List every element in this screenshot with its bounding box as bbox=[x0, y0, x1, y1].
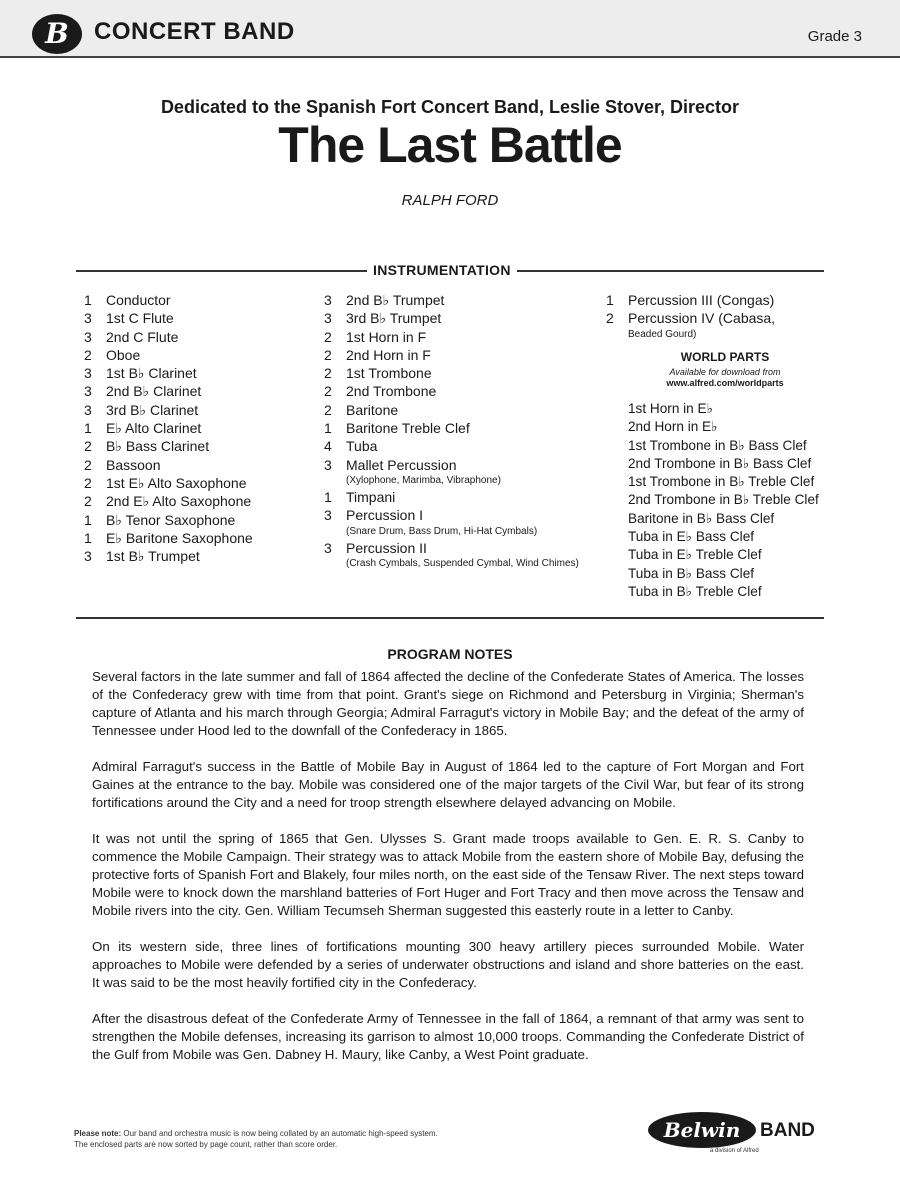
belwin-script-logo: Belwin bbox=[648, 1112, 756, 1148]
instrument-name: Tuba bbox=[346, 438, 378, 455]
grade-label: Grade 3 bbox=[807, 28, 862, 45]
program-notes-heading: PROGRAM NOTES bbox=[387, 646, 513, 662]
instrument-item bbox=[324, 309, 579, 327]
program-notes-paragraph: It was not until the spring of 1865 that Gen. Ulysses S. Grant made troops available to Gen. E. R. S. Canby to commence the Mobile Campaign. Their strategy was to attack Mobile from the eastern shore of Mobile Bay, defusing the protective forts of Spanish Fort and Blakely, four miles north, on the east side of the Tensaw River. The next steps toward Mobile were to knock down the marshland batteries of Fort Huger and Fort Tracy and then move across the Tensaw and Mobile rivers into the city. Gen. William Tecumseh Sherman suggested this easterly route in a letter to Canby. bbox=[92, 831, 804, 918]
instrument-quantity: 4 bbox=[324, 438, 332, 455]
instrument-name: 2nd Trombone bbox=[346, 383, 437, 400]
instrument-item bbox=[84, 401, 253, 419]
program-notes-paragraph: Several factors in the late summer and fall of 1864 affected the decline of the Confederate States of America. The losses of the Confederacy grew with time from that point. Grant's siege on Richmond and Petersburg in Virginia; Sherman's capture of Atlanta and his march through Georgia; Admiral Farragut's victory in Mobile Bay; and the defeat of the army of Tennessee under Hood led to the downfall of the Confederacy in 1865. bbox=[92, 669, 804, 738]
instrument-quantity: 3 bbox=[324, 456, 332, 473]
instrument-item bbox=[84, 437, 253, 455]
instrument-name: Mallet Percussion bbox=[346, 456, 457, 473]
instrument-note: (Crash Cymbals, Suspended Cymbal, Wind Chimes) bbox=[346, 557, 579, 569]
instrument-row bbox=[84, 511, 253, 529]
instrument-item bbox=[324, 488, 579, 506]
world-part-item: 1st Trombone in B♭ Bass Clef bbox=[628, 437, 807, 453]
instrument-row bbox=[606, 309, 775, 327]
instrument-item bbox=[606, 309, 775, 341]
instrument-row bbox=[84, 401, 253, 419]
instrument-row bbox=[84, 419, 253, 437]
world-parts-availability: Available for download from bbox=[669, 367, 781, 377]
program-notes-paragraph: After the disastrous defeat of the Confederate Army of Tennessee in the fall of 1864, a remnant of that army was sent to strengthen the Mobile defenses, increasing its garrison to almost 10,000 troops. Commanding the Confederate District of the Gulf from Mobile was Gen. Dabney H. Maury, like Canby, a West Point graduate. bbox=[92, 1011, 804, 1062]
instrument-quantity: 2 bbox=[84, 346, 92, 363]
world-part-item: Tuba in E♭ Treble Clef bbox=[628, 547, 762, 563]
instrument-item bbox=[84, 328, 253, 346]
instrument-row bbox=[324, 382, 579, 400]
composer-name: RALPH FORD bbox=[401, 192, 499, 209]
instrument-item bbox=[606, 291, 775, 309]
instrument-name: B♭ Tenor Saxophone bbox=[106, 511, 236, 528]
instrument-quantity: 3 bbox=[84, 328, 92, 345]
instrument-row bbox=[606, 291, 775, 309]
instrument-item bbox=[324, 291, 579, 309]
instrument-item bbox=[84, 419, 253, 437]
instrument-name: 3rd B♭ Clarinet bbox=[106, 401, 199, 418]
world-part-item: 2nd Trombone in B♭ Treble Clef bbox=[628, 492, 819, 508]
instrument-item bbox=[324, 437, 579, 455]
world-part-item: 1st Trombone in B♭ Treble Clef bbox=[628, 474, 815, 490]
instrument-name: E♭ Baritone Saxophone bbox=[106, 529, 253, 546]
instrument-quantity: 2 bbox=[606, 310, 614, 327]
instrument-name: 1st E♭ Alto Saxophone bbox=[106, 474, 247, 491]
world-part-item: Tuba in B♭ Treble Clef bbox=[628, 583, 762, 599]
instrument-item bbox=[324, 346, 579, 364]
instrument-column-3 bbox=[606, 291, 775, 342]
world-part-item: Tuba in E♭ Bass Clef bbox=[628, 529, 755, 545]
world-part-item: 2nd Trombone in B♭ Bass Clef bbox=[628, 455, 812, 471]
instrument-row bbox=[324, 346, 579, 364]
instrument-item bbox=[84, 346, 253, 364]
instrument-quantity: 3 bbox=[84, 365, 92, 382]
instrument-item bbox=[324, 382, 579, 400]
footer-note-line2: The enclosed parts are now sorted by page count, rather than score order. bbox=[74, 1140, 338, 1149]
instrument-quantity: 2 bbox=[84, 438, 92, 455]
publisher-subtitle: a division of Alfred bbox=[710, 1148, 759, 1154]
instrument-name: 2nd C Flute bbox=[106, 328, 179, 345]
instrument-row bbox=[324, 488, 579, 506]
instrument-quantity: 2 bbox=[324, 365, 332, 382]
instrument-row bbox=[84, 437, 253, 455]
instrument-quantity: 2 bbox=[84, 474, 92, 491]
world-part-item: Baritone in B♭ Bass Clef bbox=[628, 510, 775, 526]
instrumentation-heading: INSTRUMENTATION bbox=[367, 262, 517, 278]
world-part-item: 1st Horn in E♭ bbox=[628, 401, 713, 416]
instrument-name: Oboe bbox=[106, 346, 141, 363]
instrument-name: 2nd B♭ Clarinet bbox=[106, 383, 202, 400]
instrument-name: 1st Horn in F bbox=[346, 328, 427, 345]
instrument-name: Percussion I bbox=[346, 507, 424, 524]
world-parts-heading: WORLD PARTS bbox=[680, 350, 770, 364]
instrument-name: Baritone Treble Clef bbox=[346, 420, 470, 437]
footer-note-label: Please note: bbox=[74, 1129, 122, 1138]
instrument-row bbox=[324, 419, 579, 437]
instrument-name: Percussion IV (Cabasa, bbox=[628, 310, 776, 327]
instrument-item bbox=[84, 529, 253, 547]
instrument-quantity: 2 bbox=[324, 401, 332, 418]
instrument-quantity: 1 bbox=[84, 511, 92, 528]
instrument-item bbox=[84, 364, 253, 382]
instrument-quantity: 3 bbox=[324, 292, 332, 308]
instrument-name: Bassoon bbox=[106, 456, 161, 473]
instrument-row bbox=[84, 382, 253, 400]
instrument-quantity: 3 bbox=[84, 401, 92, 418]
instrument-row bbox=[84, 309, 253, 327]
instrument-quantity: 2 bbox=[324, 346, 332, 363]
instrument-name: E♭ Alto Clarinet bbox=[106, 420, 202, 437]
instrument-item bbox=[84, 492, 253, 510]
instrument-quantity: 2 bbox=[324, 383, 332, 400]
belwin-logo-icon: B bbox=[32, 14, 82, 54]
instrument-name: Baritone bbox=[346, 401, 399, 418]
instrument-name: 2nd E♭ Alto Saxophone bbox=[106, 493, 252, 510]
instrument-name: 2nd Horn in F bbox=[346, 346, 431, 363]
instrument-row bbox=[84, 346, 253, 364]
instrument-row bbox=[324, 437, 579, 455]
instrument-quantity: 1 bbox=[606, 292, 614, 308]
publisher-band-label: BAND bbox=[760, 1120, 815, 1141]
instrument-row bbox=[84, 364, 253, 382]
instrument-note: (Xylophone, Marimba, Vibraphone) bbox=[346, 474, 501, 486]
instrument-note: (Snare Drum, Bass Drum, Hi-Hat Cymbals) bbox=[346, 525, 538, 537]
instrument-row bbox=[84, 456, 253, 474]
instrument-quantity: 3 bbox=[84, 383, 92, 400]
program-notes-rule bbox=[76, 617, 824, 619]
instrument-quantity: 3 bbox=[84, 310, 92, 327]
instrument-row bbox=[324, 328, 579, 346]
instrument-row bbox=[324, 401, 579, 419]
instrument-quantity: 3 bbox=[324, 539, 332, 556]
instrument-note: Beaded Gourd) bbox=[628, 328, 697, 340]
instrument-row bbox=[324, 291, 579, 309]
instrument-row bbox=[324, 309, 579, 327]
instrument-item bbox=[84, 291, 253, 309]
instrument-item bbox=[84, 456, 253, 474]
world-parts-list bbox=[628, 400, 819, 601]
instrument-quantity: 3 bbox=[84, 548, 92, 565]
instrument-item bbox=[324, 419, 579, 437]
world-parts-url: www.alfred.com/worldparts bbox=[666, 378, 784, 388]
dedication: Dedicated to the Spanish Fort Concert Band, Leslie Stover, Director bbox=[160, 97, 740, 117]
instrument-row bbox=[324, 539, 579, 557]
instrument-quantity: 1 bbox=[84, 529, 92, 546]
instrument-quantity: 2 bbox=[84, 493, 92, 510]
instrument-name: B♭ Bass Clarinet bbox=[106, 438, 210, 455]
instrument-item bbox=[324, 401, 579, 419]
instrument-row bbox=[84, 547, 253, 565]
instrument-name: 1st C Flute bbox=[106, 310, 174, 327]
instrument-name: 1st B♭ Clarinet bbox=[106, 365, 197, 382]
instrument-item bbox=[324, 456, 579, 488]
instrument-item bbox=[84, 547, 253, 565]
world-part-item: Tuba in B♭ Bass Clef bbox=[628, 565, 755, 581]
world-part-item: 2nd Horn in E♭ bbox=[628, 419, 718, 435]
instrument-quantity: 1 bbox=[84, 292, 92, 308]
instrument-name: Percussion II bbox=[346, 539, 427, 556]
instrument-name: Conductor bbox=[106, 292, 171, 308]
instrument-quantity: 1 bbox=[324, 420, 332, 437]
instrument-name: 1st Trombone bbox=[346, 365, 432, 382]
instrument-quantity: 1 bbox=[324, 488, 332, 505]
instrument-item bbox=[324, 539, 579, 571]
instrument-name: Percussion III (Congas) bbox=[628, 292, 775, 308]
instrument-row bbox=[84, 291, 253, 309]
program-notes-paragraph: Admiral Farragut's success in the Battle of Mobile Bay in August of 1864 led to the capture of Fort Morgan and Fort Gaines at the entrance to the bay. Mobile was considered one of the major targets of the Civil War, but fear of its strong fortifications around the City and a need for troop strength elsewhere delayed advancing on Mobile. bbox=[92, 759, 804, 810]
program-notes-body bbox=[92, 668, 804, 1082]
instrument-item bbox=[84, 309, 253, 327]
instrument-item bbox=[84, 382, 253, 400]
instrument-name: 3rd B♭ Trumpet bbox=[346, 310, 442, 327]
instrument-column-2 bbox=[324, 291, 579, 571]
instrument-row bbox=[84, 492, 253, 510]
instrument-column-1 bbox=[84, 291, 253, 565]
program-notes-paragraph: On its western side, three lines of fortifications mounting 300 heavy artillery pieces surrounded Mobile. Water approaches to Mobile were defended by a series of underwater obstructions and island and shore batteries on the east. It was said to be the most heavily fortified city in the Confederacy. bbox=[92, 939, 804, 990]
instrument-name: Timpani bbox=[346, 488, 396, 505]
publisher-logo bbox=[648, 1110, 828, 1154]
instrument-quantity: 2 bbox=[324, 328, 332, 345]
instrument-row bbox=[84, 328, 253, 346]
footer-note bbox=[74, 1128, 438, 1150]
instrument-quantity: 3 bbox=[324, 507, 332, 524]
instrument-row bbox=[324, 506, 579, 524]
instrument-item bbox=[324, 506, 579, 538]
instrument-item bbox=[324, 364, 579, 382]
header-band bbox=[0, 0, 900, 58]
instrument-item bbox=[84, 511, 253, 529]
instrument-item bbox=[84, 474, 253, 492]
instrument-item bbox=[324, 328, 579, 346]
series-title: CONCERT BAND bbox=[94, 18, 295, 45]
instrument-row bbox=[324, 364, 579, 382]
footer-note-line1: Our band and orchestra music is now being collated by an automatic high-speed system. bbox=[123, 1129, 438, 1138]
instrument-quantity: 2 bbox=[84, 456, 92, 473]
instrument-row bbox=[84, 474, 253, 492]
instrument-quantity: 1 bbox=[84, 420, 92, 437]
instrument-row bbox=[84, 529, 253, 547]
instrument-row bbox=[324, 456, 579, 474]
piece-title: The Last Battle bbox=[278, 117, 622, 173]
instrument-name: 2nd B♭ Trumpet bbox=[346, 292, 445, 308]
instrument-name: 1st B♭ Trumpet bbox=[106, 548, 200, 565]
instrument-quantity: 3 bbox=[324, 310, 332, 327]
